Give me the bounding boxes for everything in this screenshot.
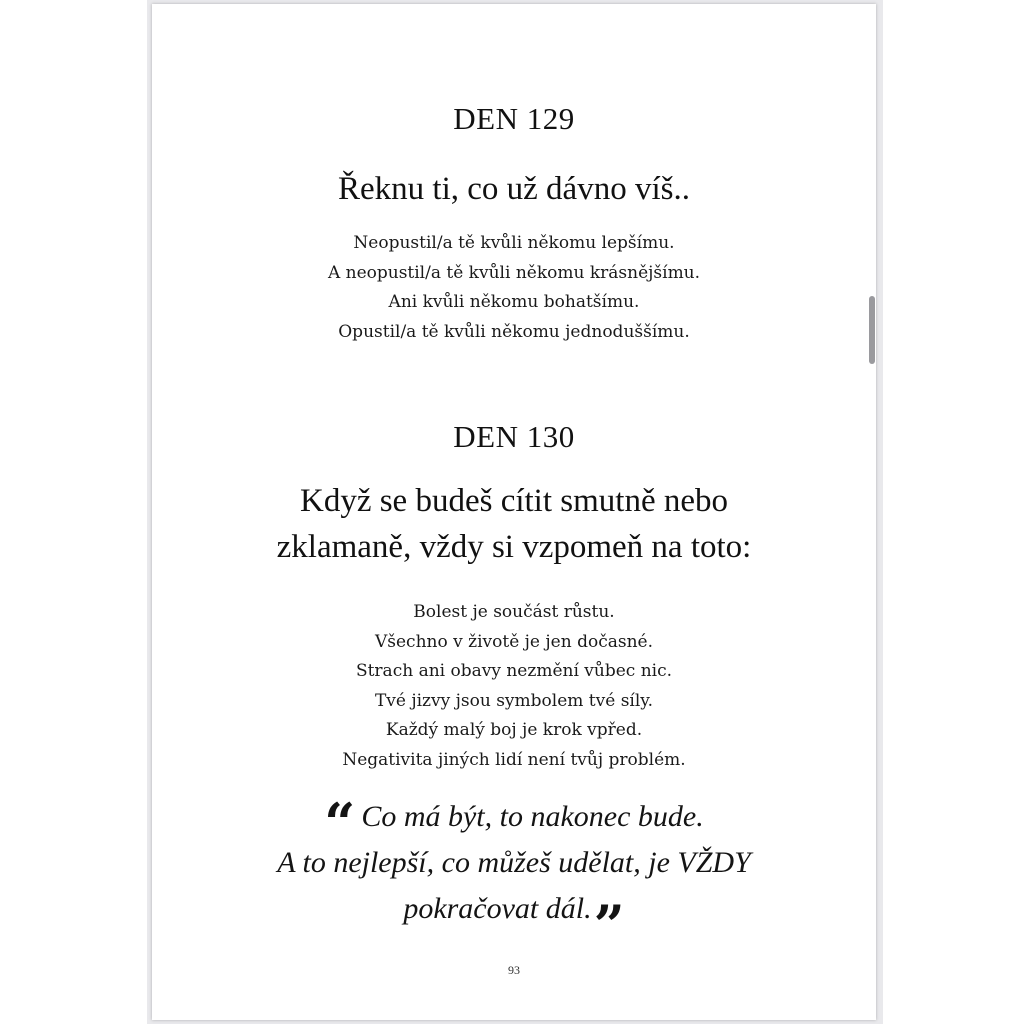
body-line: Negativita jiných lidí není tvůj problém.	[342, 749, 686, 770]
quote-line	[152, 886, 876, 957]
body-line: Strach ani obavy nezmění vůbec nic.	[355, 661, 673, 681]
body-line: A neopustil/a tě kvůli někomu krásnějšímu.	[327, 262, 701, 283]
body-line: Neopustil/a tě kvůli někomu lepšímu.	[353, 233, 675, 253]
body-line: Všechno v životě je jen dočasné.	[375, 631, 653, 652]
day-title-130: DEN 130	[453, 419, 575, 454]
heading-line: zklamaně, vždy si vzpomeň na toto:	[276, 529, 752, 565]
heading-line: Řeknu ti, co už dávno víš..	[338, 171, 690, 207]
heading-line: Když se budeš cítit smutně nebo	[299, 483, 728, 519]
day-title-129: DEN 129	[453, 101, 575, 136]
section-body-130	[152, 598, 876, 775]
body-line: Bolest je součást růstu.	[413, 602, 615, 622]
section-heading-129	[152, 166, 876, 212]
section-body-129	[152, 229, 876, 347]
pull-quote	[152, 791, 876, 957]
body-line: Každý malý boj je krok vpřed.	[385, 720, 643, 740]
body-line: Opustil/a tě kvůli někomu jednoduššímu.	[338, 321, 690, 342]
body-line: Ani kvůli někomu bohatšímu.	[388, 292, 640, 312]
section-heading-130	[152, 478, 876, 570]
quote-line	[152, 791, 876, 855]
quote-line: A to nejlepší, co můžeš udělat, je VŽDY	[277, 846, 751, 879]
quote-text: pokračovat dál.	[403, 892, 592, 925]
open-quote-mark: “	[324, 791, 356, 855]
quote-text: Co má být, to nakonec bude.	[361, 800, 704, 833]
page-number: 93	[508, 963, 520, 977]
close-quote-mark: ”	[593, 893, 625, 957]
body-line: Tvé jizvy jsou symbolem tvé síly.	[374, 690, 654, 711]
